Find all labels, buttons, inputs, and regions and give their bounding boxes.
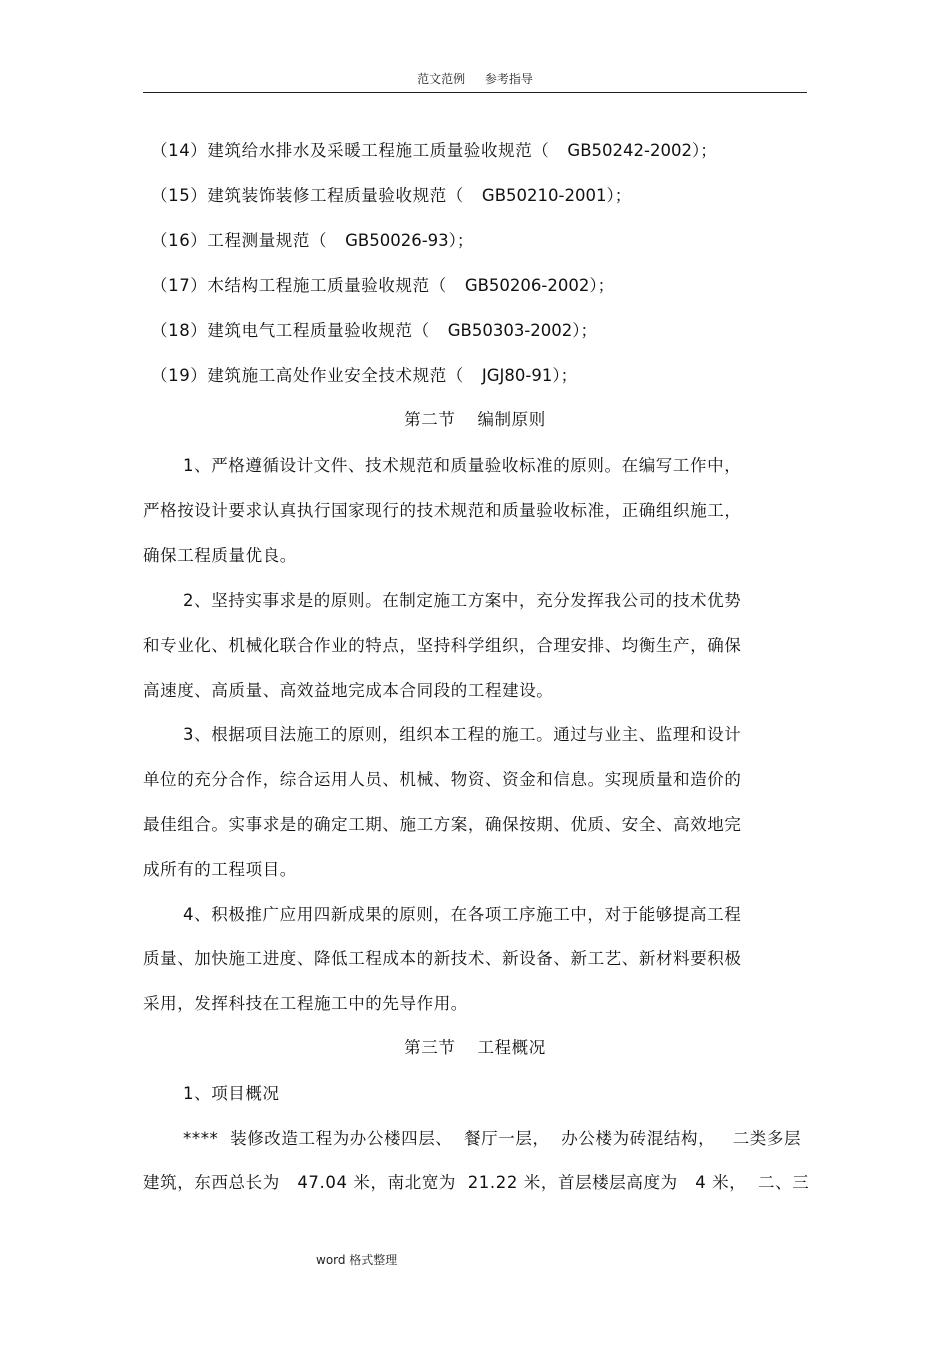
paragraph-line: 采用，发挥科技在工程施工中的先导作用。 <box>143 994 468 1013</box>
header-left: 范文范例 <box>417 72 466 86</box>
section-title: 第二节 编制原则 <box>404 410 546 429</box>
paragraph-line: 高速度、高质量、高效益地完成本合同段的工程建设。 <box>143 681 554 700</box>
header-right: 参考指导 <box>484 72 533 86</box>
paragraph-line: 单位的充分合作，综合运用人员、机械、物资、资金和信息。实现质量和造价的 <box>143 770 742 789</box>
paragraph-line: 建筑，东西总长为 47.04 米，南北宽为 21.22 米，首层楼层高度为 4 米， 二、三 <box>143 1173 810 1192</box>
paragraph-line: 确保工程质量优良。 <box>143 546 297 565</box>
paragraph-line: 和专业化、机械化联合作业的特点，坚持科学组织，合理安排、均衡生产，确保 <box>143 636 742 655</box>
subheading: 1、项目概况 <box>183 1084 280 1103</box>
paragraph-line: 最佳组合。实事求是的确定工期、施工方案，确保按期、优质、安全、高效地完 <box>143 815 742 834</box>
paragraph-line: **** 装修改造工程为办公楼四层、 餐厅一层， 办公楼为砖混结构， 二类多层 <box>183 1129 802 1148</box>
page-header <box>143 70 807 93</box>
ref-item: （16）工程测量规范（ GB50026-93）； <box>151 231 474 250</box>
page-footer: word 格式整理 <box>316 1253 398 1267</box>
ref-item: （19）建筑施工高处作业安全技术规范（ JGJ80-91）； <box>151 366 578 385</box>
ref-item: （17）木结构工程施工质量验收规范（ GB50206-2002）； <box>151 276 615 295</box>
paragraph-line: 3、根据项目法施工的原则，组织本工程的施工。通过与业主、监理和设计 <box>183 725 742 744</box>
ref-item: （15）建筑装饰装修工程质量验收规范（ GB50210-2001）； <box>151 186 632 205</box>
section-title: 第三节 工程概况 <box>404 1038 546 1057</box>
paragraph-line: 成所有的工程项目。 <box>143 860 297 879</box>
paragraph-line: 质量、加快施工进度、降低工程成本的新技术、新设备、新工艺、新材料要积极 <box>143 949 742 968</box>
ref-item: （18）建筑电气工程质量验收规范（ GB50303-2002）； <box>151 321 598 340</box>
paragraph-line: 2、坚持实事求是的原则。在制定施工方案中，充分发挥我公司的技术优势 <box>183 591 742 610</box>
paragraph-line: 1、严格遵循设计文件、技术规范和质量验收标准的原则。在编写工作中， <box>183 456 742 475</box>
paragraph-line: 严格按设计要求认真执行国家现行的技术规范和质量验收标准，正确组织施工， <box>143 501 742 520</box>
ref-item: （14）建筑给水排水及采暖工程施工质量验收规范（ GB50242-2002）； <box>151 141 717 160</box>
paragraph-line: 4、积极推广应用四新成果的原则，在各项工序施工中，对于能够提高工程 <box>183 905 742 924</box>
